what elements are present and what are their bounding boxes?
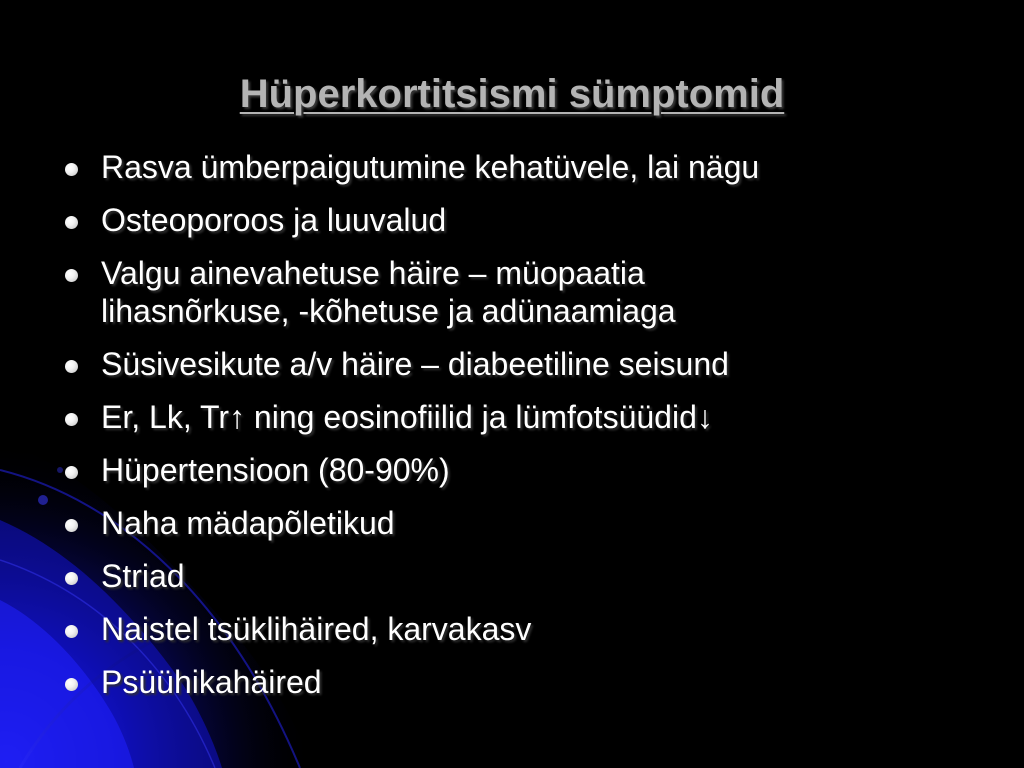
bullet-dot-icon <box>65 216 78 229</box>
slide-title: Hüperkortitsismi sümptomid <box>239 72 785 116</box>
bullet-item <box>62 504 982 542</box>
bullet-text: Striad <box>101 558 185 594</box>
bullet-dot-icon <box>65 625 78 638</box>
bullet-dot-icon <box>65 269 78 282</box>
bullet-text: Hüpertensioon (80-90%) <box>101 452 450 488</box>
bullet-item <box>62 398 982 436</box>
bullet-text: Osteoporoos ja luuvalud <box>101 202 447 238</box>
bullet-text: Psüühikahäired <box>101 664 322 700</box>
bullet-dot-icon <box>65 678 78 691</box>
bullet-dot-icon <box>65 572 78 585</box>
bullet-text: lihasnõrkuse, -kõhetuse ja adünaamiaga <box>101 293 676 329</box>
bullet-text: Naistel tsüklihäired, karvakasv <box>101 611 532 647</box>
bullet-text: Er, Lk, Tr↑ ning eosinofiilid ja lümfotsüüdid↓ <box>101 399 713 435</box>
bullet-item <box>62 663 982 701</box>
bullet-text: Naha mädapõletikud <box>101 505 395 541</box>
bullet-dot-icon <box>65 519 78 532</box>
bullet-item <box>62 201 982 239</box>
bullet-dot-icon <box>65 466 78 479</box>
bullet-dot-icon <box>65 413 78 426</box>
bullet-list <box>62 148 982 716</box>
bullet-item <box>62 557 982 595</box>
bullet-text: Süsivesikute a/v häire – diabeetiline seisund <box>101 346 729 382</box>
bullet-text: Rasva ümberpaigutumine kehatüvele, lai nägu <box>101 149 760 185</box>
bullet-item <box>62 345 982 383</box>
bullet-item <box>62 610 982 648</box>
bullet-item <box>62 451 982 489</box>
bullet-item <box>62 254 982 330</box>
bullet-dot-icon <box>65 163 78 176</box>
bullet-text: Valgu ainevahetuse häire – müopaatia <box>101 255 645 291</box>
bullet-item <box>62 148 982 186</box>
bullet-dot-icon <box>65 360 78 373</box>
